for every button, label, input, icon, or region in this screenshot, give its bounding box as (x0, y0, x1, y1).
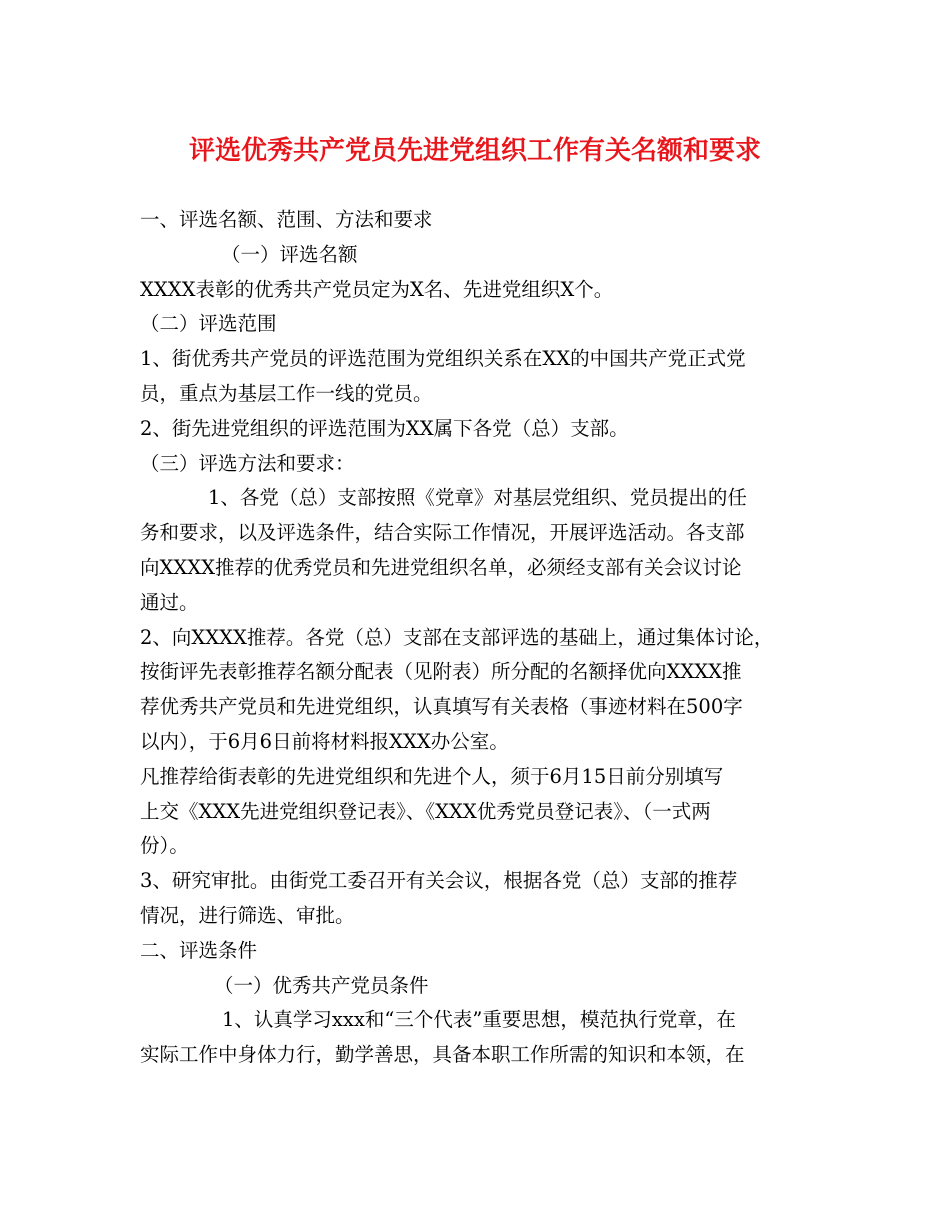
paragraph-line: 向XXXX推荐的优秀党员和先进党组织名单，必须经支部有关会议讨论 (140, 555, 742, 579)
paragraph-line: 1、街优秀共产党员的评选范围为党组织关系在XX的中国共产党正式党 (140, 347, 746, 371)
paragraph-line: 1、各党（总）支部按照《党章》对基层党组织、党员提出的任 (208, 486, 747, 510)
subsection-heading: （一）评选名额 (221, 242, 358, 266)
paragraph-line: 1、认真学习xxx和“三个代表”重要思想，模范执行党章，在 (222, 1008, 736, 1032)
paragraph-line: 凡推荐给街表彰的先进党组织和先进个人，须于6月15日前分别填写 (140, 764, 724, 788)
subsection-heading: （二）评选范围 (140, 312, 277, 336)
paragraph-line: XXXX表彰的优秀共产党员定为X名、先进党组织X个。 (140, 277, 614, 301)
paragraph-line: 上交《XXX先进党组织登记表》、《XXX优秀党员登记表》、（一式两 (140, 799, 711, 823)
paragraph-line: 3、研究审批。由街党工委召开有关会议，根据各党（总）支部的推荐 (140, 869, 738, 893)
paragraph-line: 情况，进行筛选、审批。 (140, 903, 355, 927)
paragraph-line: 实际工作中身体力行，勤学善思，具备本职工作所需的知识和本领，在 (140, 1043, 745, 1067)
paragraph-line: 员，重点为基层工作一线的党员。 (140, 381, 433, 405)
document-body (140, 203, 820, 1073)
paragraph-line: 荐优秀共产党员和先进党组织，认真填写有关表格（事迹材料在500字 (140, 695, 743, 719)
section-heading: 一、评选名额、范围、方法和要求 (140, 208, 433, 231)
paragraph-line: 通过。 (140, 590, 199, 614)
paragraph-line: 按街评先表彰推荐名额分配表（见附表）所分配的名额择优向XXXX推 (140, 660, 742, 684)
subsection-heading: （一）优秀共产党员条件 (214, 973, 429, 997)
document-title: 评选优秀共产党员先进党组织工作有关名额和要求 (188, 136, 761, 166)
paragraph-line: 2、向XXXX推荐。各党（总）支部在支部评选的基础上，通过集体讨论， (140, 625, 774, 649)
subsection-heading: （三）评选方法和要求： (140, 451, 355, 475)
paragraph-line: 2、街先进党组织的评选范围为XX属下各党（总）支部。 (140, 416, 629, 440)
paragraph-line: 以内），于6月6日前将材料报XXX办公室。 (140, 729, 509, 753)
paragraph-line: 份）。 (140, 834, 189, 858)
section-heading: 二、评选条件 (140, 938, 258, 962)
paragraph-line: 务和要求，以及评选条件，结合实际工作情况，开展评选活动。各支部 (140, 521, 745, 545)
